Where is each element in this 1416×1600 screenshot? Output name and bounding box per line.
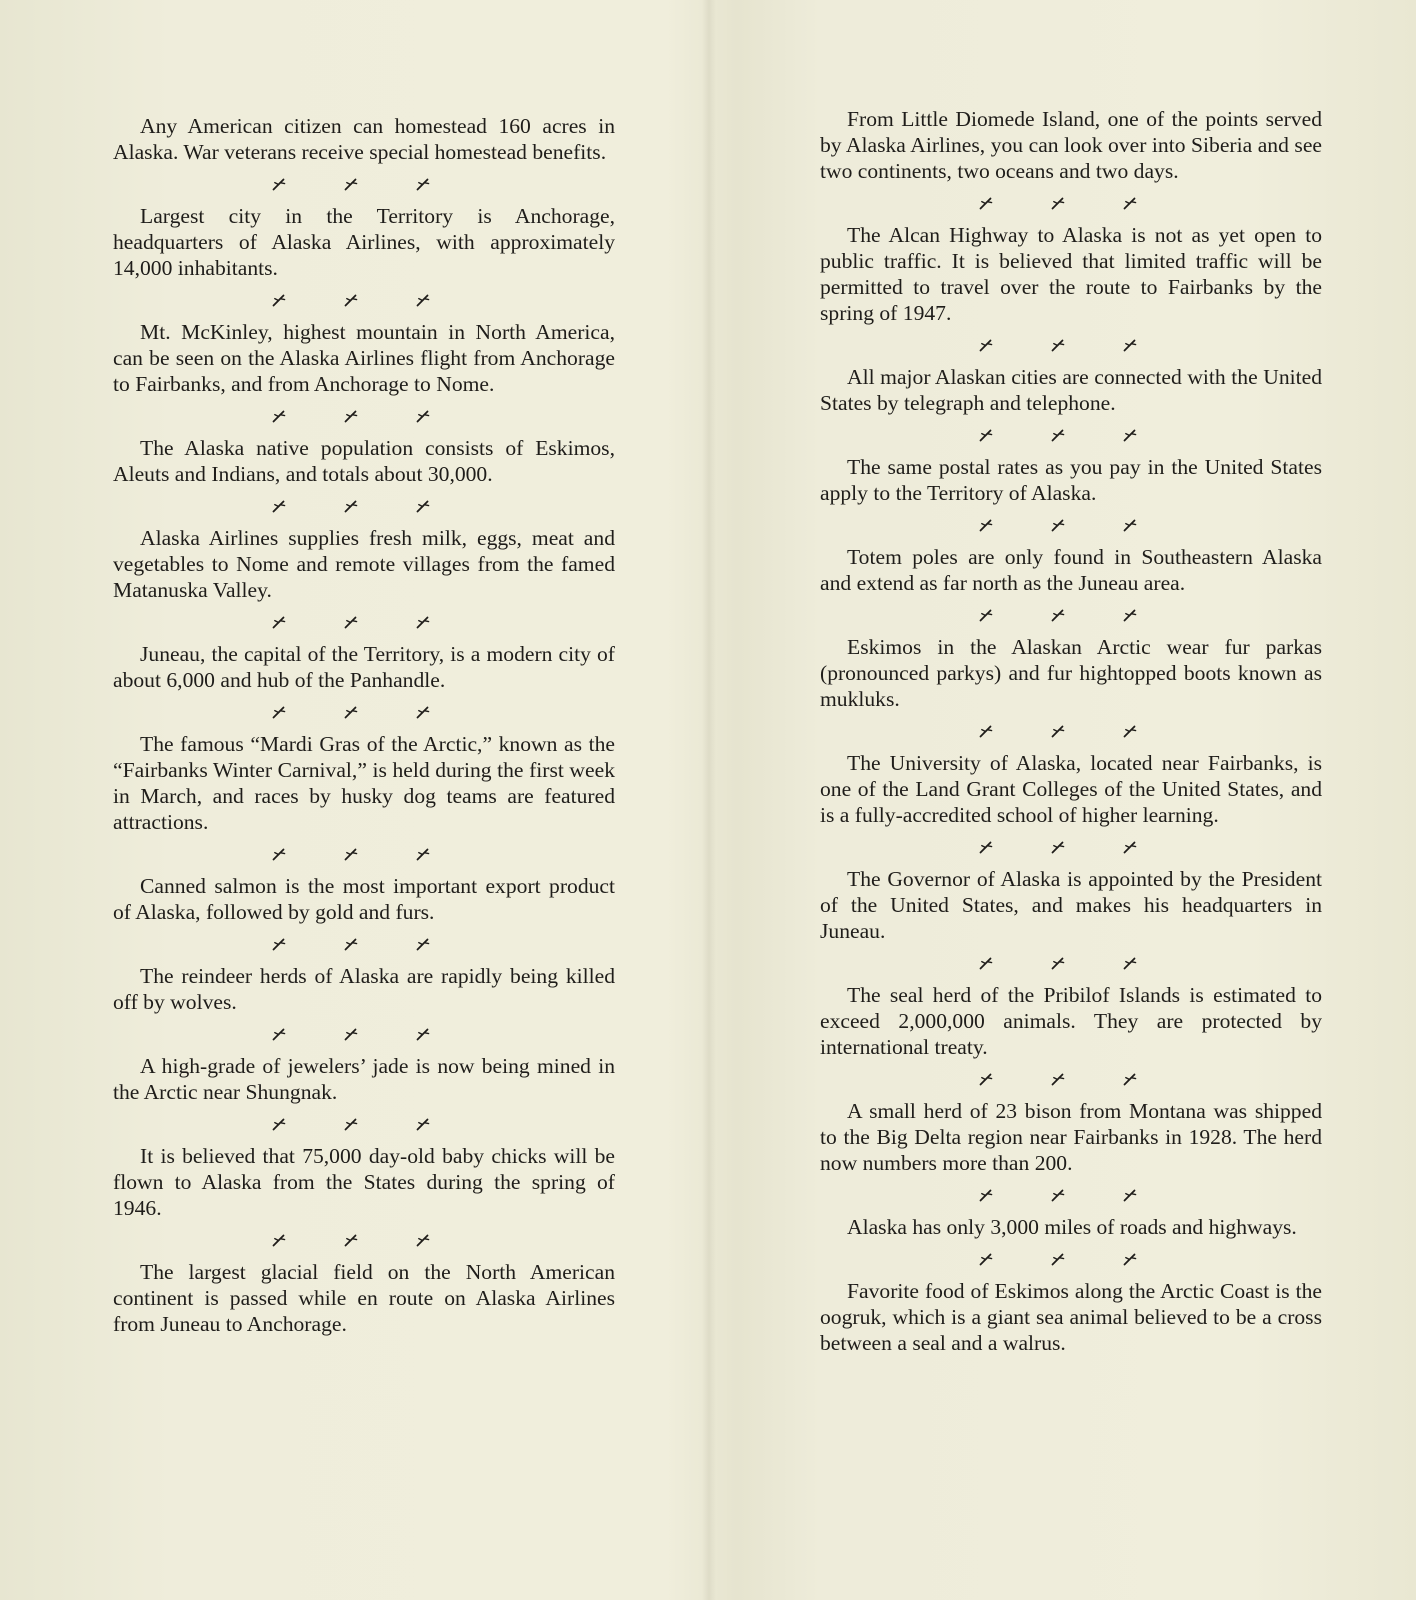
airplane-ornament-icon xyxy=(1051,1072,1065,1086)
airplane-ornament-icon xyxy=(272,937,286,951)
airplane-ornament-icon xyxy=(1051,724,1065,738)
fact-paragraph: Favorite food of Eskimos along the Arctic Coast is the oogruk, which is a giant sea animal believed to be a cross between a seal and a walrus. xyxy=(820,1279,1322,1355)
airplane-ornament-icon xyxy=(1051,1188,1065,1202)
airplane-ornament-icon xyxy=(979,1188,993,1202)
airplane-ornament-icon xyxy=(1123,518,1137,532)
airplane-ornament-icon xyxy=(1123,196,1137,210)
airplane-ornament-icon xyxy=(416,409,430,423)
airplane-ornament-icon xyxy=(272,1027,286,1041)
airplane-ornament-icon xyxy=(979,338,993,352)
section-divider xyxy=(113,693,615,731)
section-divider xyxy=(820,828,1322,866)
airplane-ornament-icon xyxy=(272,847,286,861)
airplane-ornament-icon xyxy=(1051,196,1065,210)
fact-paragraph: The largest glacial field on the North American continent is passed while en route on Alaska Airlines from Juneau to Anchorage. xyxy=(113,1260,615,1336)
fact-paragraph: The Alcan Highway to Alaska is not as yet open to public traffic. It is believed that limited traffic will be permitted to travel over the route to Fairbanks by the spring of 1947. xyxy=(820,223,1322,325)
airplane-ornament-icon xyxy=(979,196,993,210)
fact-paragraph: The Governor of Alaska is appointed by the President of the United States, and makes his headquarters in Juneau. xyxy=(820,867,1322,943)
section-divider xyxy=(113,281,615,319)
airplane-ornament-icon xyxy=(1051,338,1065,352)
airplane-ornament-icon xyxy=(1123,1188,1137,1202)
page-fold xyxy=(702,0,716,1600)
right-column xyxy=(820,106,1322,1356)
fact-paragraph: The famous “Mardi Gras of the Arctic,” known as the “Fairbanks Winter Carnival,” is held during the first week in March, and races by husky dog teams are featured attractions. xyxy=(113,732,615,834)
airplane-ornament-icon xyxy=(416,1233,430,1247)
section-divider xyxy=(820,506,1322,544)
airplane-ornament-icon xyxy=(344,1233,358,1247)
airplane-ornament-icon xyxy=(344,937,358,951)
airplane-ornament-icon xyxy=(416,177,430,191)
airplane-ornament-icon xyxy=(416,293,430,307)
airplane-ornament-icon xyxy=(979,428,993,442)
airplane-ornament-icon xyxy=(1123,338,1137,352)
section-divider xyxy=(113,1105,615,1143)
airplane-ornament-icon xyxy=(1051,956,1065,970)
airplane-ornament-icon xyxy=(1123,428,1137,442)
airplane-ornament-icon xyxy=(1123,724,1137,738)
fact-paragraph: A high-grade of jewelers’ jade is now being mined in the Arctic near Shungnak. xyxy=(113,1054,615,1104)
section-divider xyxy=(820,416,1322,454)
section-divider xyxy=(113,165,615,203)
section-divider xyxy=(820,1176,1322,1214)
airplane-ornament-icon xyxy=(1051,428,1065,442)
airplane-ornament-icon xyxy=(1123,1252,1137,1266)
airplane-ornament-icon xyxy=(272,705,286,719)
airplane-ornament-icon xyxy=(272,293,286,307)
airplane-ornament-icon xyxy=(979,518,993,532)
section-divider xyxy=(820,184,1322,222)
section-divider xyxy=(820,596,1322,634)
fact-paragraph: The seal herd of the Pribilof Islands is estimated to exceed 2,000,000 animals. They are protected by international treaty. xyxy=(820,983,1322,1059)
airplane-ornament-icon xyxy=(344,293,358,307)
airplane-ornament-icon xyxy=(1123,956,1137,970)
airplane-ornament-icon xyxy=(344,1027,358,1041)
section-divider xyxy=(113,603,615,641)
airplane-ornament-icon xyxy=(979,1252,993,1266)
airplane-ornament-icon xyxy=(344,615,358,629)
fact-paragraph: The same postal rates as you pay in the United States apply to the Territory of Alaska. xyxy=(820,455,1322,505)
section-divider xyxy=(113,835,615,873)
fact-paragraph: Juneau, the capital of the Territory, is a modern city of about 6,000 and hub of the Panhandle. xyxy=(113,642,615,692)
left-column xyxy=(113,113,615,1337)
airplane-ornament-icon xyxy=(344,177,358,191)
fact-paragraph: Any American citizen can homestead 160 acres in Alaska. War veterans receive special homestead benefits. xyxy=(113,114,615,164)
section-divider xyxy=(113,1221,615,1259)
airplane-ornament-icon xyxy=(979,608,993,622)
airplane-ornament-icon xyxy=(272,499,286,513)
fact-paragraph: The Alaska native population consists of Eskimos, Aleuts and Indians, and totals about 30,000. xyxy=(113,436,615,486)
fact-paragraph: From Little Diomede Island, one of the points served by Alaska Airlines, you can look over into Siberia and see two continents, two oceans and two days. xyxy=(820,107,1322,183)
airplane-ornament-icon xyxy=(1051,840,1065,854)
fact-paragraph: Alaska Airlines supplies fresh milk, eggs, meat and vegetables to Nome and remote villages from the famed Matanuska Valley. xyxy=(113,526,615,602)
airplane-ornament-icon xyxy=(344,499,358,513)
airplane-ornament-icon xyxy=(272,1233,286,1247)
airplane-ornament-icon xyxy=(416,499,430,513)
fact-paragraph: Totem poles are only found in Southeastern Alaska and extend as far north as the Juneau area. xyxy=(820,545,1322,595)
airplane-ornament-icon xyxy=(979,1072,993,1086)
fact-paragraph: The reindeer herds of Alaska are rapidly being killed off by wolves. xyxy=(113,964,615,1014)
airplane-ornament-icon xyxy=(1123,608,1137,622)
fact-paragraph: The University of Alaska, located near Fairbanks, is one of the Land Grant Colleges of the United States, and is a fully-accredited school of higher learning. xyxy=(820,751,1322,827)
section-divider xyxy=(820,1060,1322,1098)
fact-paragraph: Largest city in the Territory is Anchorage, headquarters of Alaska Airlines, with approximately 14,000 inhabitants. xyxy=(113,204,615,280)
airplane-ornament-icon xyxy=(272,409,286,423)
fact-paragraph: Mt. McKinley, highest mountain in North America, can be seen on the Alaska Airlines flight from Anchorage to Fairbanks, and from Anchorage to Nome. xyxy=(113,320,615,396)
airplane-ornament-icon xyxy=(272,615,286,629)
fact-paragraph: Canned salmon is the most important export product of Alaska, followed by gold and furs. xyxy=(113,874,615,924)
section-divider xyxy=(113,397,615,435)
airplane-ornament-icon xyxy=(416,937,430,951)
section-divider xyxy=(820,712,1322,750)
airplane-ornament-icon xyxy=(344,705,358,719)
section-divider xyxy=(113,925,615,963)
airplane-ornament-icon xyxy=(344,1117,358,1131)
airplane-ornament-icon xyxy=(272,1117,286,1131)
airplane-ornament-icon xyxy=(1051,518,1065,532)
section-divider xyxy=(113,1015,615,1053)
airplane-ornament-icon xyxy=(416,847,430,861)
airplane-ornament-icon xyxy=(979,724,993,738)
fact-paragraph: All major Alaskan cities are connected with the United States by telegraph and telephone. xyxy=(820,365,1322,415)
section-divider xyxy=(820,944,1322,982)
section-divider xyxy=(113,487,615,525)
airplane-ornament-icon xyxy=(1123,840,1137,854)
airplane-ornament-icon xyxy=(416,705,430,719)
fact-paragraph: Alaska has only 3,000 miles of roads and highways. xyxy=(847,1215,1297,1239)
airplane-ornament-icon xyxy=(979,840,993,854)
fact-paragraph: A small herd of 23 bison from Montana was shipped to the Big Delta region near Fairbanks in 1928. The herd now numbers more than 200. xyxy=(820,1099,1322,1175)
fact-paragraph: Eskimos in the Alaskan Arctic wear fur parkas (pronounced parkys) and fur hightopped boots known as mukluks. xyxy=(820,635,1322,711)
airplane-ornament-icon xyxy=(1051,608,1065,622)
airplane-ornament-icon xyxy=(344,847,358,861)
airplane-ornament-icon xyxy=(1051,1252,1065,1266)
section-divider xyxy=(820,1240,1322,1278)
airplane-ornament-icon xyxy=(416,1117,430,1131)
airplane-ornament-icon xyxy=(416,1027,430,1041)
airplane-ornament-icon xyxy=(979,956,993,970)
airplane-ornament-icon xyxy=(344,409,358,423)
section-divider xyxy=(820,326,1322,364)
fact-paragraph: It is believed that 75,000 day-old baby chicks will be flown to Alaska from the States during the spring of 1946. xyxy=(113,1144,615,1220)
airplane-ornament-icon xyxy=(272,177,286,191)
airplane-ornament-icon xyxy=(1123,1072,1137,1086)
airplane-ornament-icon xyxy=(416,615,430,629)
